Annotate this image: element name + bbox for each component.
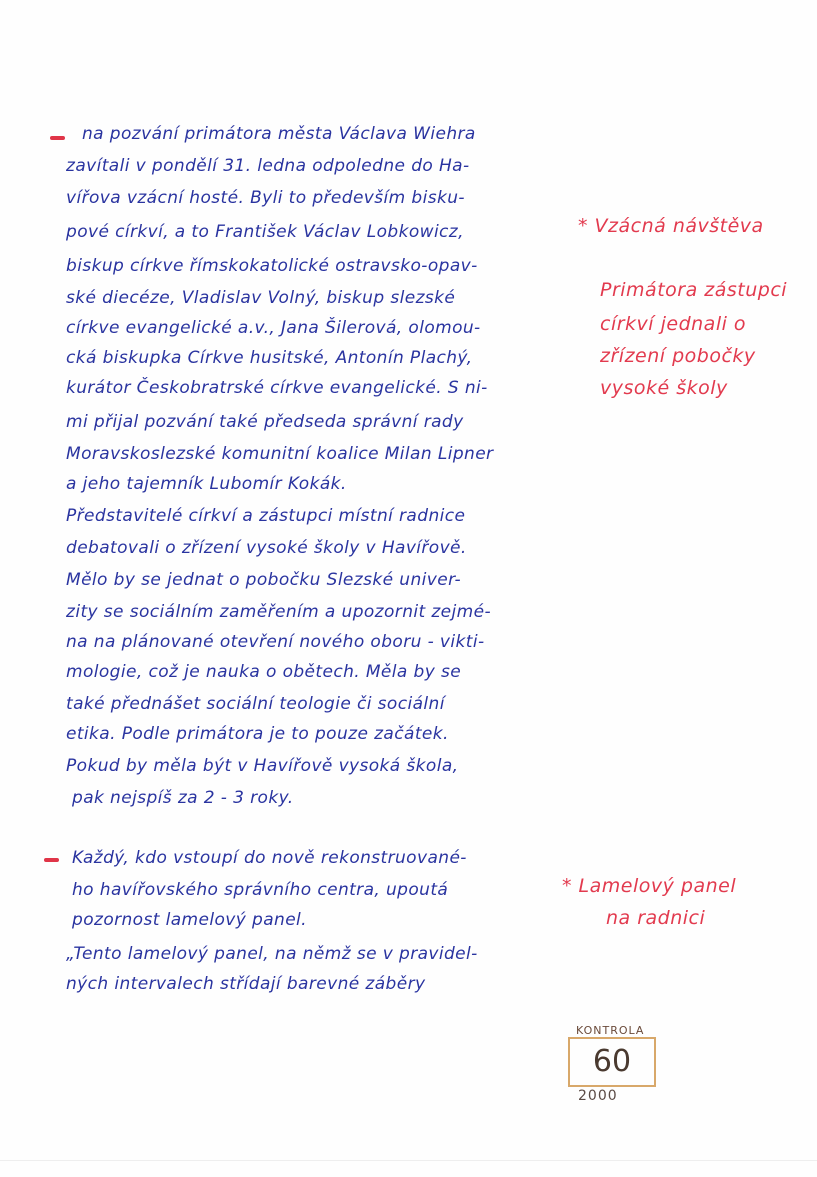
paragraph-1-line: na na plánované otevření nového oboru - vikti-: [66, 632, 485, 652]
margin-note-body-line: církví jednali o: [600, 313, 747, 335]
paragraph-1-line: cká biskupka Církve husitské, Antonín Plachý,: [66, 348, 473, 368]
paragraph-1-line: vířova vzácní hosté. Byli to především bisku-: [66, 188, 465, 208]
margin-note-body-line: vysoké školy: [600, 377, 728, 399]
paragraph-1-line: mologie, což je nauka o obětech. Měla by se: [66, 662, 462, 682]
margin-note-title: * Vzácná návštěva: [578, 215, 764, 237]
paragraph-1-line: biskup církve římskokatolické ostravsko-opav-: [66, 256, 478, 276]
paragraph-1-line: etika. Podle primátora je to pouze začátek.: [66, 724, 449, 744]
margin-note-2-line: na radnici: [606, 907, 706, 929]
paragraph-1-bullet-dash: [50, 136, 65, 140]
margin-note-body-line: Primátora zástupci: [600, 279, 788, 301]
paragraph-2-line: Každý, kdo vstoupí do nově rekonstruované-: [72, 848, 467, 868]
margin-note-body-line: zřízení pobočky: [600, 345, 756, 367]
paragraph-1-line: také přednášet sociální teologie či sociální: [66, 694, 445, 714]
paragraph-1-line: ské diecéze, Vladislav Volný, biskup slezské: [66, 288, 456, 308]
stamp-year: 2000: [578, 1088, 618, 1104]
paragraph-1-line: zavítali v pondělí 31. ledna odpoledne do Ha-: [66, 156, 470, 176]
paragraph-1-line: a jeho tajemník Lubomír Kokák.: [66, 474, 347, 494]
paragraph-1-line: Pokud by měla být v Havířově vysoká škola,: [66, 756, 459, 776]
stamp-label: KONTROLA: [576, 1024, 645, 1037]
paragraph-1-line: mi přijal pozvání také předseda správní rady: [66, 412, 464, 432]
paragraph-1-line: debatovali o zřízení vysoké školy v Havířově.: [66, 538, 467, 558]
paragraph-1-line: pové církví, a to František Václav Lobkowicz,: [66, 222, 464, 242]
paragraph-1-line: Mělo by se jednat o pobočku Slezské univer-: [66, 570, 462, 590]
paragraph-1-line: církve evangelické a.v., Jana Šilerová, olomou-: [66, 318, 481, 338]
paragraph-2-bullet-dash: [44, 858, 59, 862]
paragraph-1-line: kurátor Českobratrské církve evangelické. S ni-: [66, 378, 488, 398]
paragraph-2-line: ho havířovského správního centra, upoutá: [72, 880, 449, 900]
stamp-number: 60: [592, 1044, 632, 1079]
paragraph-1-line: na pozvání primátora města Václava Wiehra: [82, 124, 476, 144]
paragraph-1-line: Moravskoslezské komunitní koalice Milan Lipner: [66, 444, 494, 464]
paragraph-2-line: ných intervalech střídají barevné záběry: [66, 974, 426, 994]
page-bottom-edge: [0, 1160, 817, 1161]
margin-note-2-line: * Lamelový panel: [562, 875, 737, 897]
paragraph-2-line: pozornost lamelový panel.: [72, 910, 307, 930]
paragraph-2-line: „Tento lamelový panel, na němž se v pravidel-: [66, 944, 478, 964]
paragraph-1-line: Představitelé církví a zástupci místní radnice: [66, 506, 466, 526]
paragraph-1-line: zity se sociálním zaměřením a upozornit zejmé-: [66, 602, 492, 622]
paragraph-1-line: pak nejspíš za 2 - 3 roky.: [72, 788, 294, 808]
